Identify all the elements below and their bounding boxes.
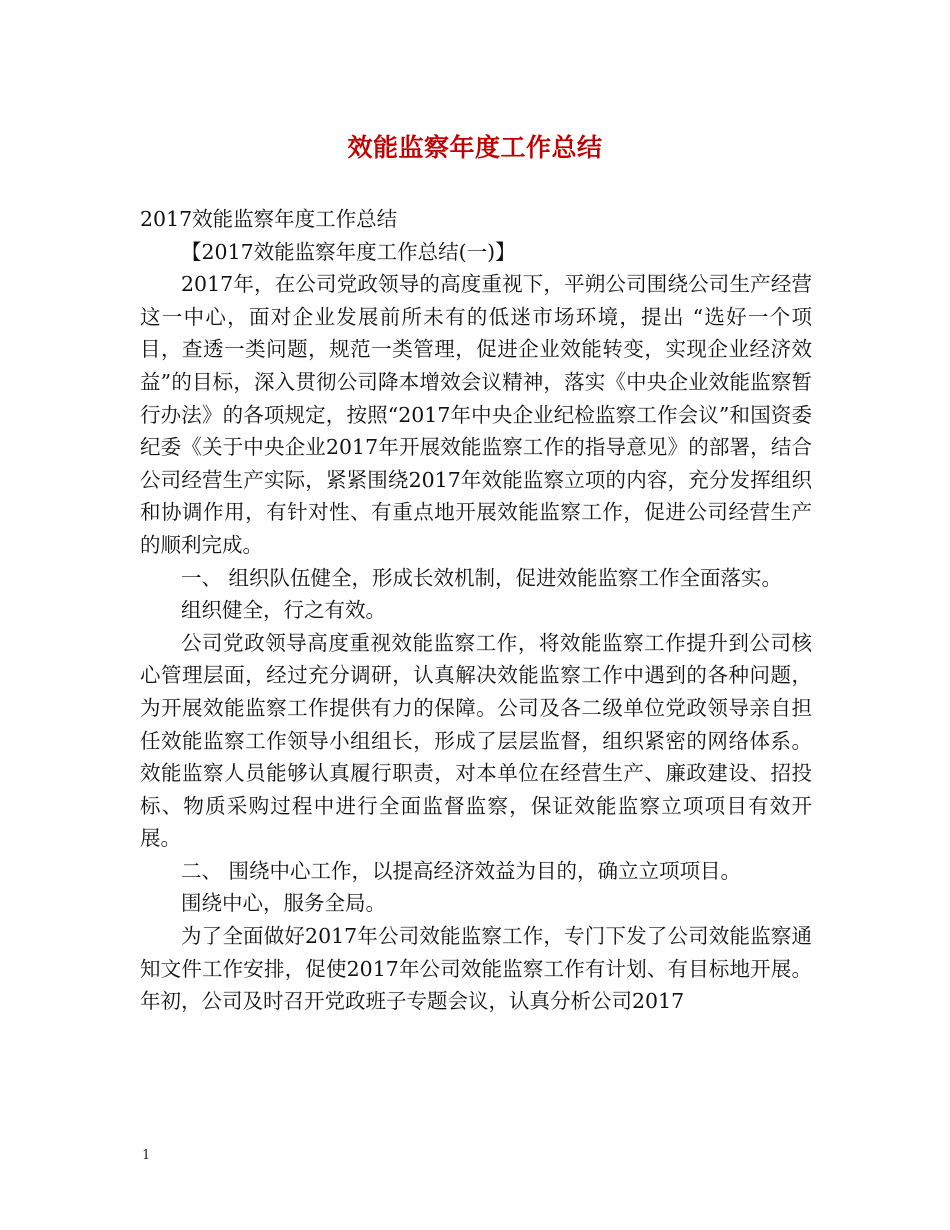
- paragraph: 围绕中心，服务全局。: [181, 891, 386, 916]
- paragraph: 【2017效能监察年度工作总结(一)】: [181, 239, 516, 264]
- paragraph: 2017效能监察年度工作总结: [140, 207, 398, 231]
- paragraph: 组织健全，行之有效。: [181, 598, 386, 623]
- section-heading: 一、 组织队伍健全，形成长效机制，促进效能监察工作全面落实。: [181, 565, 783, 590]
- page-number: 1: [142, 1148, 151, 1163]
- document-title: 效能监察年度工作总结: [347, 133, 603, 162]
- paragraph: 为了全面做好2017年公司效能监察工作，专门下发了公司效能监察通知文件工作安排，促使2017年公司效能监察工作有计划、有目标地开展。年初，公司及时召开党政班子专题会议，认真分析公司2017: [140, 924, 812, 1014]
- section-heading: 二、 围绕中心工作，以提高经济效益为目的，确立立项项目。: [181, 858, 742, 883]
- paragraph: 2017年，在公司党政领导的高度重视下，平朔公司围绕公司生产经营这一中心，面对企业发展前所未有的低迷市场环境，提出 “选好一个项目，查透一类问题，规范一类管理，促进企业效能转变，实现企业经济效益”的目标，深入贯彻公司降本增效会议精神，落实《中央企业效能监察暂行办法》的各项规定，按照“2017年中央企业纪检监察工作会议”和国资委纪委《关于中央企业2017年开展效能监察工作的指导意见》的部署，结合公司经营生产实际，紧紧围绕2017年效能监察立项的内容，充分发挥组织和协调作用，有针对性、有重点地开展效能监察工作，促进公司经营生产的顺利完成。: [140, 272, 812, 557]
- paragraph: 公司党政领导高度重视效能监察工作，将效能监察工作提升到公司核心管理层面，经过充分调研，认真解决效能监察工作中遇到的各种问题，为开展效能监察工作提供有力的保障。公司及各二级单位党政领导亲自担任效能监察工作领导小组组长，形成了层层监督，组织紧密的网络体系。效能监察人员能够认真履行职责，对本单位在经营生产、廉政建设、招投标、物质采购过程中进行全面监督监察，保证效能监察立项项目有效开展。: [140, 630, 812, 851]
- document-body: [140, 203, 812, 1018]
